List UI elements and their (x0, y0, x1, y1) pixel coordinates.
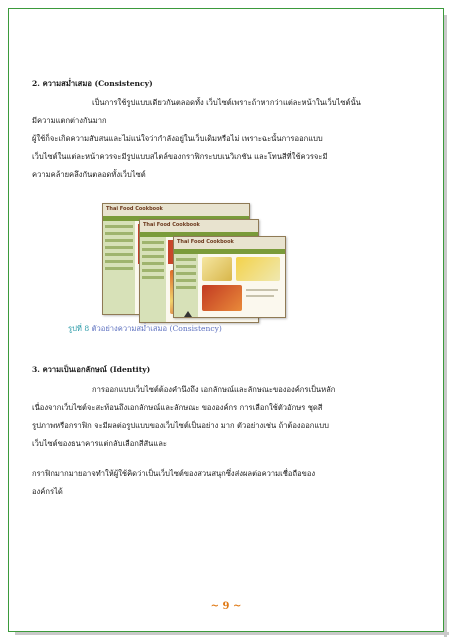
website-screenshot-3: Thai Food Cookbook (173, 236, 286, 318)
section-3-line-1: การออกแบบเว็บไซต์ต้องคำนึงถึง เอกลักษณ์และลักษณะขององค์กรเป็นหลัก (92, 385, 336, 394)
website-screenshot-1: Thai Food Cookbook (102, 203, 250, 315)
figure-caption-label: รูปที่ 8 (68, 324, 90, 333)
website-screenshot-2: Thai Food Cookbook (139, 219, 259, 323)
pointer-arrow-icon (184, 311, 192, 317)
section-3-line-2: เนื่องจากเว็บไซต์จะสะท้อนถึงเอกลักษณ์และลักษณะ ขององค์กร การเลือกใช้ตัวอักษร ชุดสี (32, 403, 323, 412)
section-3-closing-2: องค์กรได้ (32, 487, 63, 496)
section-3-line-4: เว็บไซต์ของธนาคารแต่กลับเลือกสีสันและ (32, 439, 167, 448)
figure-caption (68, 323, 222, 335)
section-3-heading: 3. ความเป็นเอกลักษณ์ (Identity) (32, 365, 151, 374)
page-number: ~ 9 ~ (210, 601, 242, 612)
section-2-line-2: มีความแตกต่างกันมาก (32, 116, 107, 125)
section-3-line-3: รูปภาพหรือกราฟิก จะมีผลต่อรูปแบบของเว็บไซต์เป็นอย่าง มาก ตัวอย่างเช่น ถ้าต้องออกแบบ (32, 421, 329, 430)
section-2-line-4: เว็บไซต์ในแต่ละหน้าควรจะมีรูปแบบสไตล์ของกราฟิกระบบเนวิเกชัน และโทนสีที่ใช้ควรจะมี (32, 152, 328, 161)
section-2-line-3: ผู้ใช้ก็จะเกิดความสับสนและไม่แน่ใจว่ากำลังอยู่ในเว็บเดิมหรือไม่ เพราะฉะนั้นการออกแบบ (32, 134, 323, 143)
section-2-heading: 2. ความสม่ำเสมอ (Consistency) (32, 79, 153, 88)
figure-caption-text: ตัวอย่างความสม่ำเสมอ (Consistency) (91, 324, 222, 333)
section-2-line-5: ความคล้ายคลึงกันตลอดทั้งเว็บไซต์ (32, 170, 146, 179)
section-2-line-1: เป็นการใช้รูปแบบเดียวกันตลอดทั้ง เว็บไซต์เพราะถ้าหากว่าแต่ละหน้าในเว็บไซต์นั้น (92, 98, 361, 107)
section-3-closing-1: กราฟิกมากมายอาจทำให้ผู้ใช้คิดว่าเป็นเว็บไซต์ของสวนสนุกซึ่งส่งผลต่อความเชื่อถือของ (32, 469, 316, 478)
